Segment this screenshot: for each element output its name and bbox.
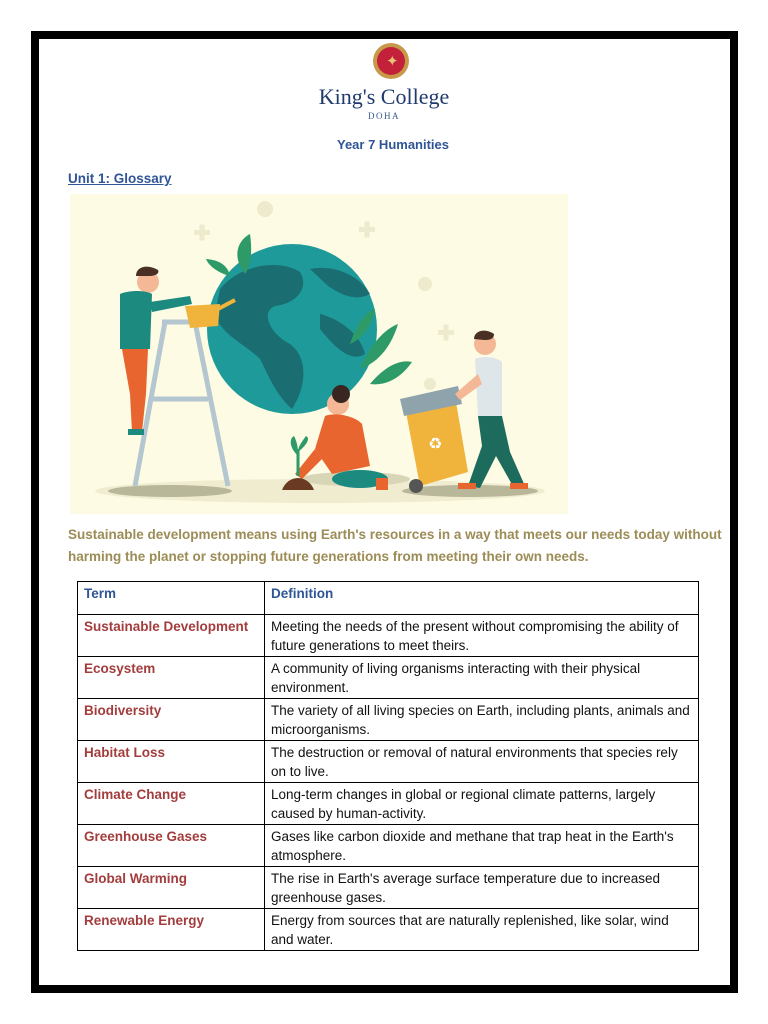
definition-cell: Gases like carbon dioxide and methane that trap heat in the Earth's atmosphere.	[265, 825, 699, 867]
table-row	[78, 699, 699, 741]
table-row	[78, 615, 699, 657]
table-row	[78, 783, 699, 825]
term-cell: Global Warming	[78, 867, 265, 909]
sustainability-illustration	[70, 194, 568, 514]
college-crest-logo	[373, 43, 409, 79]
course-title: Year 7 Humanities	[337, 137, 449, 152]
table-row	[78, 825, 699, 867]
term-cell: Habitat Loss	[78, 741, 265, 783]
term-cell: Biodiversity	[78, 699, 265, 741]
definition-column-header: Definition	[265, 582, 699, 615]
term-cell: Climate Change	[78, 783, 265, 825]
definition-cell: Meeting the needs of the present without compromising the ability of future generations to meet theirs.	[265, 615, 699, 657]
bubble-decoration	[257, 201, 273, 217]
term-cell: Ecosystem	[78, 657, 265, 699]
earth-globe-icon	[207, 244, 377, 414]
bubble-decoration	[418, 277, 432, 291]
table-row	[78, 741, 699, 783]
table-row	[78, 657, 699, 699]
term-cell: Sustainable Development	[78, 615, 265, 657]
definition-cell: Long-term changes in global or regional climate patterns, largely caused by human-activity.	[265, 783, 699, 825]
bird-emblem-icon: ✦	[386, 52, 399, 70]
definition-cell: The destruction or removal of natural environments that species rely on to live.	[265, 741, 699, 783]
table-row	[78, 909, 699, 951]
svg-text:♻: ♻	[428, 434, 443, 453]
definition-cell: Energy from sources that are naturally replenished, like solar, wind and water.	[265, 909, 699, 951]
definition-cell: The variety of all living species on Earth, including plants, animals and microorganisms.	[265, 699, 699, 741]
table-header-row	[78, 582, 699, 615]
school-city: DOHA	[368, 111, 400, 121]
term-cell: Renewable Energy	[78, 909, 265, 951]
definition-cell: The rise in Earth's average surface temperature due to increased greenhouse gases.	[265, 867, 699, 909]
glossary-table	[77, 581, 699, 951]
ground-shadow	[108, 485, 232, 497]
definition-cell: A community of living organisms interacting with their physical environment.	[265, 657, 699, 699]
unit-title: Unit 1: Glossary	[68, 171, 172, 186]
school-name: King's College	[318, 84, 450, 109]
term-cell: Greenhouse Gases	[78, 825, 265, 867]
intro-paragraph: Sustainable development means using Earth's resources in a way that meets our needs today without harming the planet or stopping future generations from meeting their own needs.	[68, 527, 722, 564]
table-row	[78, 867, 699, 909]
bubble-decoration	[424, 378, 436, 390]
term-column-header: Term	[78, 582, 265, 615]
